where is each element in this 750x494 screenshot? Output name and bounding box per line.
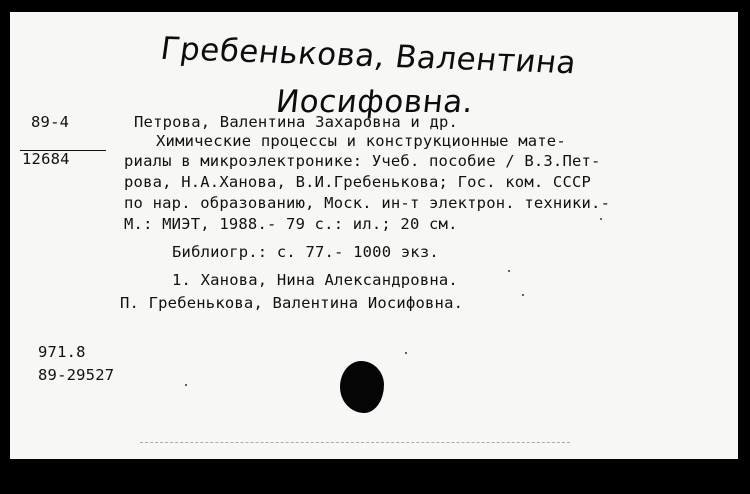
handwritten-name-line-1: Гребенькова, Валентина [158, 30, 579, 82]
call-number-bottom: 12684 [22, 150, 70, 168]
bibliography-note: Библиогр.: с. 77.- 1000 экз. [172, 243, 439, 261]
shelf-code: 971.8 [38, 343, 86, 361]
body-line: рова, Н.А.Ханова, В.И.Гребенькова; Гос. ком. СССР [124, 173, 592, 191]
body-line: риалы в микроэлектронике: Учеб. пособие / В.З.Пет- [124, 152, 601, 170]
speck [405, 352, 407, 354]
speck [522, 294, 524, 296]
faint-dashed-line [140, 442, 570, 443]
accession-number: 89-29527 [38, 366, 115, 384]
handwritten-name-line-2: Иосифовна. [274, 84, 476, 120]
speck [600, 218, 602, 220]
catalog-card [10, 12, 738, 459]
added-entry-2: П. Гребенькова, Валентина Иосифовна. [120, 294, 464, 312]
author-heading: Петрова, Валентина Захаровна и др. [134, 113, 459, 131]
body-line: по нар. образованию, Моск. ин-т электрон. техники.- [124, 194, 611, 212]
punch-hole [340, 361, 384, 413]
body-line: Химические процессы и конструкционные мате- [156, 132, 566, 150]
speck [185, 384, 187, 386]
added-entry-1: 1. Ханова, Нина Александровна. [172, 271, 458, 289]
body-line: М.: МИЭТ, 1988.- 79 с.: ил.; 20 см. [124, 215, 458, 233]
call-number-top: 89-4 [31, 113, 70, 131]
speck [508, 270, 510, 272]
